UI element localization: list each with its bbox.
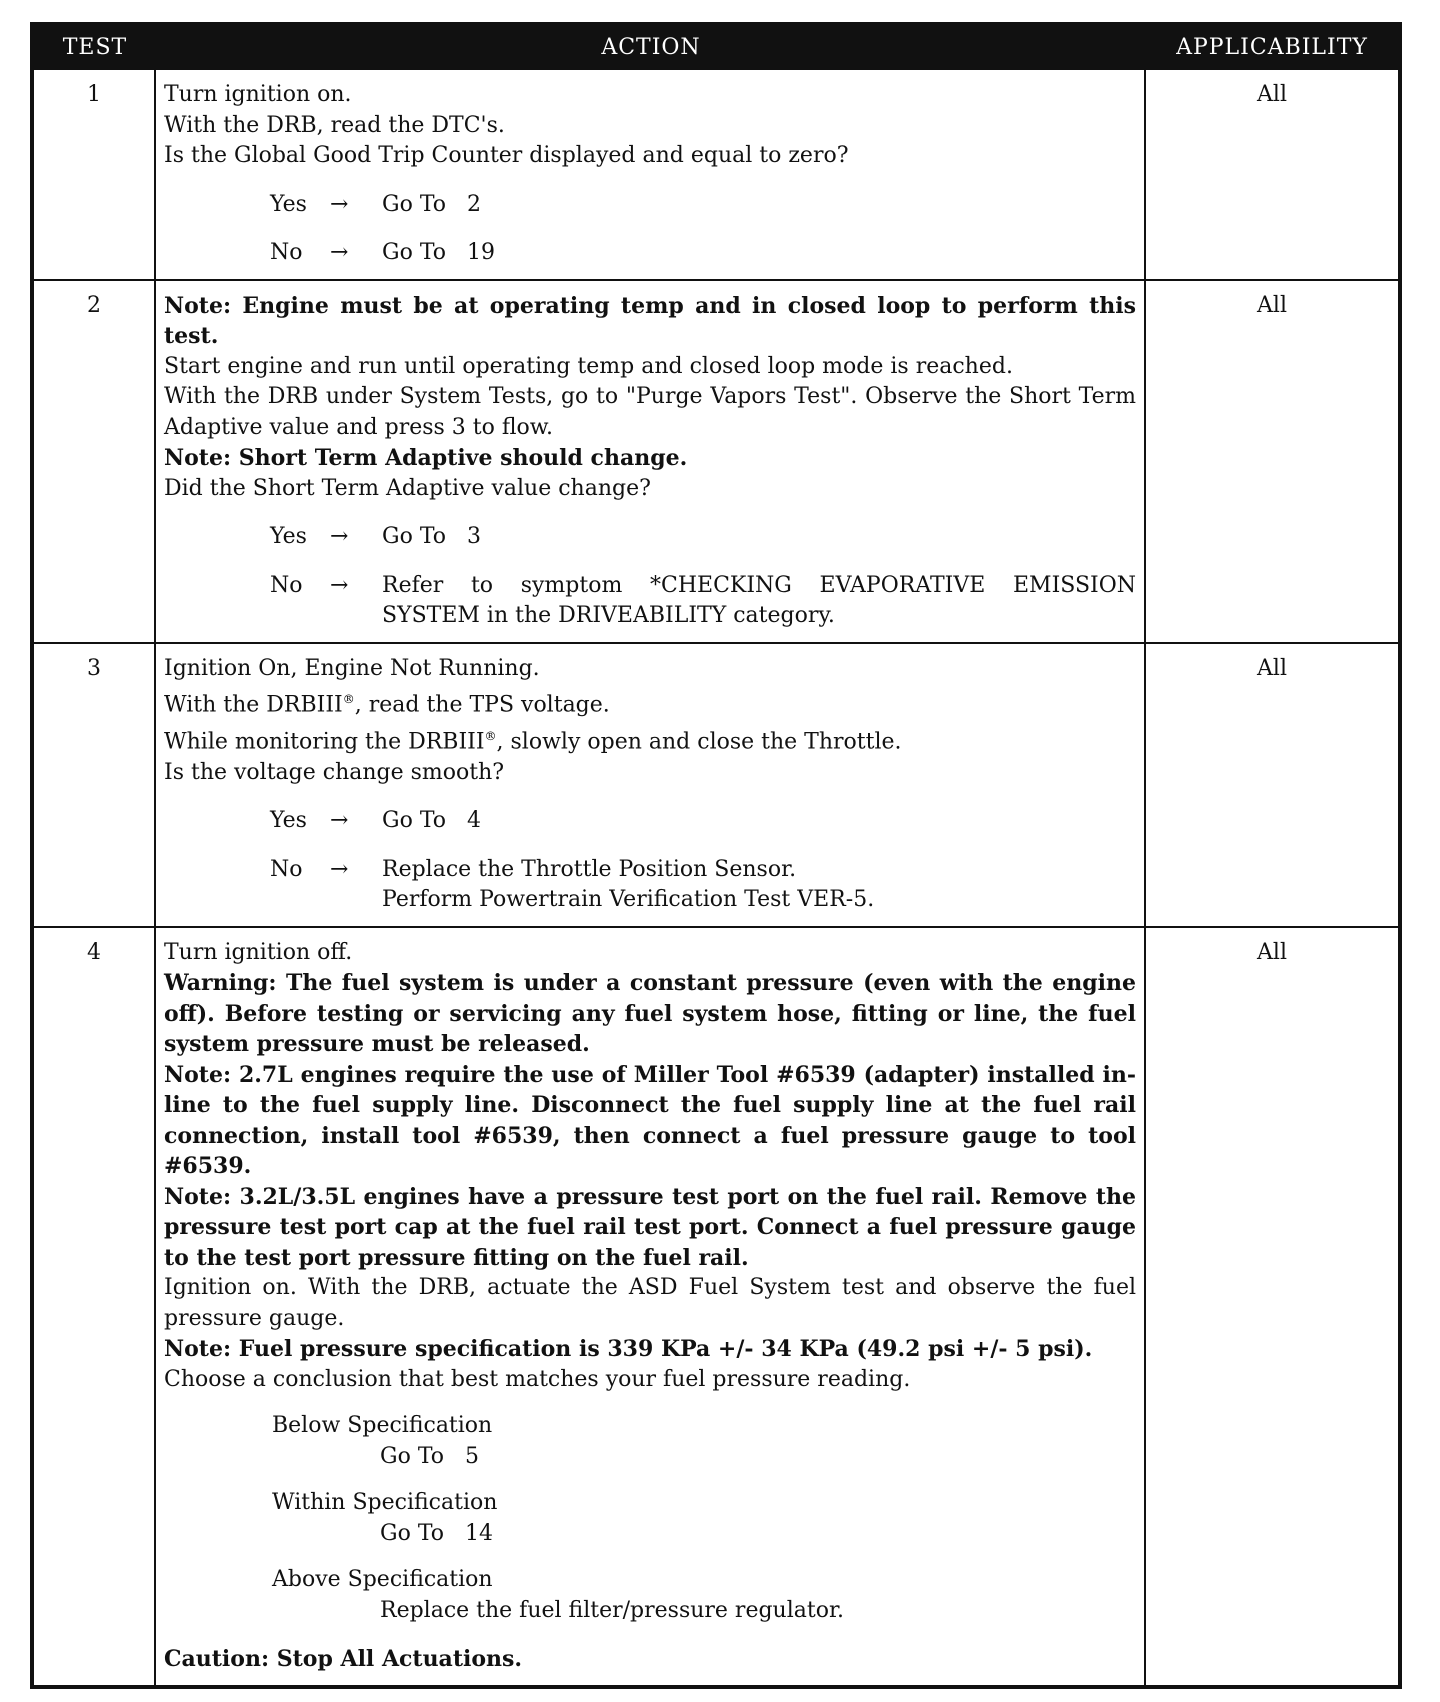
answer-result: Go To 2 — [382, 191, 481, 217]
table-row — [34, 926, 1398, 1685]
answer-label: No — [270, 856, 303, 882]
conclusion-result: Replace the fuel filter/pressure regulator. — [380, 1597, 845, 1623]
test-number: 1 — [34, 70, 156, 279]
action-cell — [156, 644, 1146, 926]
choice-no — [164, 855, 1136, 916]
action-line: Choose a conclusion that best matches your fuel pressure reading. — [164, 1366, 911, 1392]
arrow-icon: → — [330, 856, 349, 882]
note-text: Note: 3.2L/3.5L engines have a pressure test port on the fuel rail. Remove the pressure test port cap at the fuel rail test port. Connect a fuel pressure gauge to the test port pressure fitting on the fuel rail. — [164, 1183, 1136, 1271]
arrow-icon: → — [330, 240, 349, 265]
action-text: , slowly open and close the Throttle. — [496, 729, 902, 755]
choice-yes — [164, 522, 1136, 553]
arrow-icon: → — [330, 524, 349, 549]
action-text: While monitoring the DRBIII — [164, 729, 485, 755]
action-line — [164, 721, 1136, 758]
applicability-cell: All — [1257, 82, 1287, 107]
answer-result: Go To 19 — [382, 240, 495, 265]
action-cell — [156, 281, 1146, 642]
choice-no — [164, 571, 1136, 632]
table-row — [34, 642, 1398, 926]
test-number: 3 — [34, 644, 156, 926]
caution-text: Caution: Stop All Actuations. — [164, 1646, 523, 1673]
answer-result: Go To 3 — [382, 524, 481, 549]
action-cell — [156, 928, 1146, 1685]
answer-result — [382, 855, 1136, 916]
answer-label: Yes — [270, 524, 307, 549]
diagnostic-table — [30, 22, 1402, 1689]
action-line: Did the Short Term Adaptive value change? — [164, 475, 651, 501]
action-line: With the DRB, read the DTC's. — [164, 112, 505, 138]
action-text: With the DRBIII — [164, 692, 343, 718]
action-line: Turn ignition on. — [164, 82, 352, 107]
test-number: 2 — [34, 281, 156, 642]
action-line: Is the Global Good Trip Counter displayed and equal to zero? — [164, 143, 849, 168]
conclusion-label: Within Specification — [272, 1490, 498, 1516]
answer-label: No — [270, 572, 303, 598]
action-line: Turn ignition off. — [164, 939, 353, 965]
action-cell — [156, 70, 1146, 279]
applicability-cell: All — [1257, 939, 1287, 965]
header-action: ACTION — [601, 34, 701, 60]
answer-result: Refer to symptom *CHECKING EVAPORATIVE EMISSION SYSTEM in the DRIVEABILITY category. — [382, 572, 1136, 628]
answer-label: No — [270, 240, 303, 265]
arrow-icon: → — [330, 191, 349, 217]
header-applicability: APPLICABILITY — [1176, 34, 1368, 60]
action-line: With the DRB under System Tests, go to "Purge Vapors Test". Observe the Short Term Adaptive value and press 3 to flow. — [164, 384, 1136, 440]
arrow-icon: → — [330, 572, 349, 598]
note-text: Note: Fuel pressure specification is 339 KPa +/- 34 KPa (49.2 psi +/- 5 psi). — [164, 1336, 1093, 1363]
table-row — [34, 68, 1398, 279]
action-line — [164, 684, 1136, 721]
conclusion-below — [272, 1411, 1136, 1472]
choice-yes — [164, 806, 1136, 837]
action-line: Ignition On, Engine Not Running. — [164, 655, 540, 681]
header-test: TEST — [62, 34, 128, 60]
conclusion-result: Go To 5 — [380, 1443, 479, 1469]
table-row — [34, 279, 1398, 642]
registered-mark: ® — [342, 692, 355, 706]
table-header — [34, 26, 1398, 68]
applicability-cell: All — [1257, 655, 1287, 681]
choice-no — [164, 238, 1136, 269]
conclusion-result: Go To 14 — [380, 1520, 493, 1546]
test-number: 4 — [34, 928, 156, 1685]
action-line: Start engine and run until operating temp and closed loop mode is reached. — [164, 353, 1013, 379]
conclusion-label: Above Specification — [272, 1567, 493, 1593]
answer-label: Yes — [270, 808, 307, 834]
action-line: Ignition on. With the DRB, actuate the ASD Fuel System test and observe the fuel pressure gauge. — [164, 1275, 1136, 1331]
applicability-cell: All — [1257, 292, 1287, 318]
note-text: Note: 2.7L engines require the use of Miller Tool #6539 (adapter) installed in-line to the fuel supply line. Disconnect the fuel supply line at the fuel rail connection, install tool #6539, then connect a fuel pressure gauge to tool #6539. — [164, 1061, 1136, 1180]
action-text: , read the TPS voltage. — [354, 692, 610, 718]
registered-mark: ® — [484, 728, 497, 743]
note-text: Note: Short Term Adaptive should change. — [164, 445, 688, 471]
choice-yes — [164, 190, 1136, 221]
conclusion-within — [272, 1488, 1136, 1549]
result-line: Replace the Throttle Position Sensor. — [382, 856, 797, 882]
arrow-icon: → — [330, 808, 349, 834]
note-text: Note: Engine must be at operating temp and in closed loop to perform this test. — [164, 292, 1136, 349]
conclusion-label: Below Specification — [272, 1413, 493, 1439]
conclusion-above — [272, 1565, 1136, 1626]
answer-label: Yes — [270, 191, 307, 217]
warning-text: Warning: The fuel system is under a constant pressure (even with the engine off). Before testing or servicing any fuel system hose, fitting or line, the fuel system pressure must be released. — [164, 970, 1136, 1058]
answer-result: Go To 4 — [382, 808, 481, 834]
result-line: Perform Powertrain Verification Test VER-5. — [382, 887, 875, 913]
action-line: Is the voltage change smooth? — [164, 759, 505, 785]
